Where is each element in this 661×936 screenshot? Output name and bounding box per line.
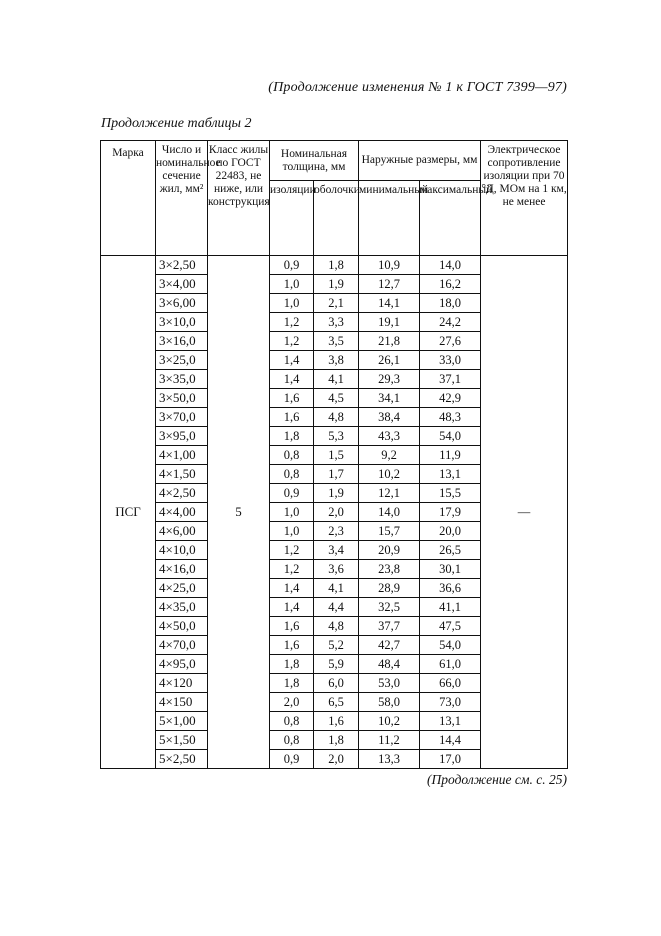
max-cell: 54,0 <box>420 636 481 655</box>
sheath-cell: 6,5 <box>314 693 359 712</box>
min-cell: 9,2 <box>359 446 420 465</box>
min-cell: 14,1 <box>359 294 420 313</box>
section-cell: 4×2,50 <box>156 484 208 503</box>
section-cell: 3×6,00 <box>156 294 208 313</box>
max-cell: 42,9 <box>420 389 481 408</box>
min-cell: 38,4 <box>359 408 420 427</box>
section-cell: 4×10,0 <box>156 541 208 560</box>
section-cell: 5×2,50 <box>156 750 208 769</box>
min-cell: 32,5 <box>359 598 420 617</box>
header-count-section: Число и номинальное сечение жил, мм² <box>156 141 208 256</box>
min-cell: 13,3 <box>359 750 420 769</box>
max-cell: 30,1 <box>420 560 481 579</box>
section-cell: 3×2,50 <box>156 256 208 275</box>
max-cell: 66,0 <box>420 674 481 693</box>
section-cell: 4×4,00 <box>156 503 208 522</box>
section-cell: 3×4,00 <box>156 275 208 294</box>
section-cell: 3×25,0 <box>156 351 208 370</box>
ins-cell: 1,2 <box>270 560 314 579</box>
ins-cell: 1,8 <box>270 655 314 674</box>
min-cell: 14,0 <box>359 503 420 522</box>
max-cell: 16,2 <box>420 275 481 294</box>
header-nominal-thickness: Номинальная толщина, мм <box>270 141 359 181</box>
ins-cell: 1,2 <box>270 332 314 351</box>
ins-cell: 0,8 <box>270 731 314 750</box>
ins-cell: 1,8 <box>270 674 314 693</box>
ins-cell: 0,8 <box>270 446 314 465</box>
min-cell: 10,2 <box>359 712 420 731</box>
sheath-cell: 1,7 <box>314 465 359 484</box>
section-cell: 4×70,0 <box>156 636 208 655</box>
header-outer-dims: Наружные размеры, мм <box>359 141 481 181</box>
sheath-cell: 3,8 <box>314 351 359 370</box>
max-cell: 18,0 <box>420 294 481 313</box>
min-cell: 20,9 <box>359 541 420 560</box>
max-cell: 24,2 <box>420 313 481 332</box>
section-cell: 4×120 <box>156 674 208 693</box>
max-cell: 26,5 <box>420 541 481 560</box>
ins-cell: 2,0 <box>270 693 314 712</box>
section-cell: 4×1,00 <box>156 446 208 465</box>
section-cell: 4×150 <box>156 693 208 712</box>
ins-cell: 0,8 <box>270 465 314 484</box>
section-cell: 3×35,0 <box>156 370 208 389</box>
max-cell: 48,3 <box>420 408 481 427</box>
sheath-cell: 5,2 <box>314 636 359 655</box>
sheath-cell: 4,5 <box>314 389 359 408</box>
resistance-cell: — <box>481 256 568 769</box>
min-cell: 53,0 <box>359 674 420 693</box>
max-cell: 54,0 <box>420 427 481 446</box>
ins-cell: 0,9 <box>270 750 314 769</box>
max-cell: 73,0 <box>420 693 481 712</box>
ins-cell: 1,6 <box>270 408 314 427</box>
sheath-cell: 4,1 <box>314 370 359 389</box>
sheath-cell: 1,8 <box>314 256 359 275</box>
sheath-cell: 5,3 <box>314 427 359 446</box>
section-cell: 5×1,50 <box>156 731 208 750</box>
header-max: максимальный <box>420 181 481 256</box>
ins-cell: 0,9 <box>270 256 314 275</box>
sheath-cell: 3,3 <box>314 313 359 332</box>
section-cell: 4×1,50 <box>156 465 208 484</box>
max-cell: 17,9 <box>420 503 481 522</box>
ins-cell: 1,0 <box>270 503 314 522</box>
max-cell: 20,0 <box>420 522 481 541</box>
sheath-cell: 5,9 <box>314 655 359 674</box>
header-insulation: изоляции <box>270 181 314 256</box>
section-cell: 3×16,0 <box>156 332 208 351</box>
section-cell: 4×6,00 <box>156 522 208 541</box>
ins-cell: 1,2 <box>270 313 314 332</box>
sheath-cell: 4,8 <box>314 408 359 427</box>
min-cell: 15,7 <box>359 522 420 541</box>
max-cell: 13,1 <box>420 712 481 731</box>
sheath-cell: 2,3 <box>314 522 359 541</box>
header-class: Класс жилы по ГОСТ 22483, не ниже, или конструкция <box>208 141 270 256</box>
sheath-cell: 3,6 <box>314 560 359 579</box>
ins-cell: 1,0 <box>270 275 314 294</box>
section-cell: 4×50,0 <box>156 617 208 636</box>
sheath-cell: 4,8 <box>314 617 359 636</box>
max-cell: 47,5 <box>420 617 481 636</box>
max-cell: 61,0 <box>420 655 481 674</box>
sheath-cell: 2,0 <box>314 750 359 769</box>
continuation-footer: (Продолжение см. с. 25) <box>427 772 567 787</box>
max-cell: 13,1 <box>420 465 481 484</box>
max-cell: 15,5 <box>420 484 481 503</box>
cable-specs-table <box>100 140 568 769</box>
max-cell: 11,9 <box>420 446 481 465</box>
min-cell: 37,7 <box>359 617 420 636</box>
sheath-cell: 3,4 <box>314 541 359 560</box>
sheath-cell: 3,5 <box>314 332 359 351</box>
ins-cell: 1,4 <box>270 351 314 370</box>
sheath-cell: 4,1 <box>314 579 359 598</box>
section-cell: 4×95,0 <box>156 655 208 674</box>
sheath-cell: 1,9 <box>314 484 359 503</box>
sheath-cell: 1,5 <box>314 446 359 465</box>
sheath-cell: 1,8 <box>314 731 359 750</box>
min-cell: 42,7 <box>359 636 420 655</box>
sheath-cell: 2,1 <box>314 294 359 313</box>
min-cell: 10,9 <box>359 256 420 275</box>
min-cell: 26,1 <box>359 351 420 370</box>
section-cell: 4×25,0 <box>156 579 208 598</box>
section-cell: 3×50,0 <box>156 389 208 408</box>
max-cell: 14,0 <box>420 256 481 275</box>
sheath-cell: 6,0 <box>314 674 359 693</box>
min-cell: 29,3 <box>359 370 420 389</box>
min-cell: 11,2 <box>359 731 420 750</box>
sheath-cell: 1,6 <box>314 712 359 731</box>
min-cell: 34,1 <box>359 389 420 408</box>
ins-cell: 1,4 <box>270 370 314 389</box>
header-sheath: оболочки <box>314 181 359 256</box>
ins-cell: 1,0 <box>270 522 314 541</box>
sheath-cell: 2,0 <box>314 503 359 522</box>
ins-cell: 1,4 <box>270 598 314 617</box>
ins-cell: 1,6 <box>270 636 314 655</box>
brand-cell: ПСГ <box>101 256 156 769</box>
sheath-cell: 1,9 <box>314 275 359 294</box>
table-row <box>101 256 568 275</box>
min-cell: 10,2 <box>359 465 420 484</box>
min-cell: 43,3 <box>359 427 420 446</box>
ins-cell: 1,0 <box>270 294 314 313</box>
min-cell: 58,0 <box>359 693 420 712</box>
section-cell: 3×95,0 <box>156 427 208 446</box>
sheath-cell: 4,4 <box>314 598 359 617</box>
max-cell: 37,1 <box>420 370 481 389</box>
min-cell: 12,1 <box>359 484 420 503</box>
ins-cell: 0,8 <box>270 712 314 731</box>
table-caption: Продолжение таблицы 2 <box>101 116 252 131</box>
min-cell: 23,8 <box>359 560 420 579</box>
min-cell: 21,8 <box>359 332 420 351</box>
continuation-header: (Продолжение изменения № 1 к ГОСТ 7399—97) <box>268 80 567 95</box>
max-cell: 27,6 <box>420 332 481 351</box>
min-cell: 12,7 <box>359 275 420 294</box>
max-cell: 14,4 <box>420 731 481 750</box>
section-cell: 5×1,00 <box>156 712 208 731</box>
header-resistance: Электрическое сопротивление изоляции при 70 °Д, МОм на 1 км, не менее <box>481 141 568 256</box>
section-cell: 3×10,0 <box>156 313 208 332</box>
class-cell: 5 <box>208 256 270 769</box>
section-cell: 4×16,0 <box>156 560 208 579</box>
section-cell: 3×70,0 <box>156 408 208 427</box>
max-cell: 41,1 <box>420 598 481 617</box>
max-cell: 36,6 <box>420 579 481 598</box>
section-cell: 4×35,0 <box>156 598 208 617</box>
min-cell: 19,1 <box>359 313 420 332</box>
ins-cell: 1,4 <box>270 579 314 598</box>
max-cell: 17,0 <box>420 750 481 769</box>
header-brand: Марка <box>101 141 156 256</box>
min-cell: 28,9 <box>359 579 420 598</box>
ins-cell: 1,8 <box>270 427 314 446</box>
min-cell: 48,4 <box>359 655 420 674</box>
ins-cell: 1,2 <box>270 541 314 560</box>
ins-cell: 0,9 <box>270 484 314 503</box>
ins-cell: 1,6 <box>270 617 314 636</box>
max-cell: 33,0 <box>420 351 481 370</box>
ins-cell: 1,6 <box>270 389 314 408</box>
header-min: минимальный <box>359 181 420 256</box>
